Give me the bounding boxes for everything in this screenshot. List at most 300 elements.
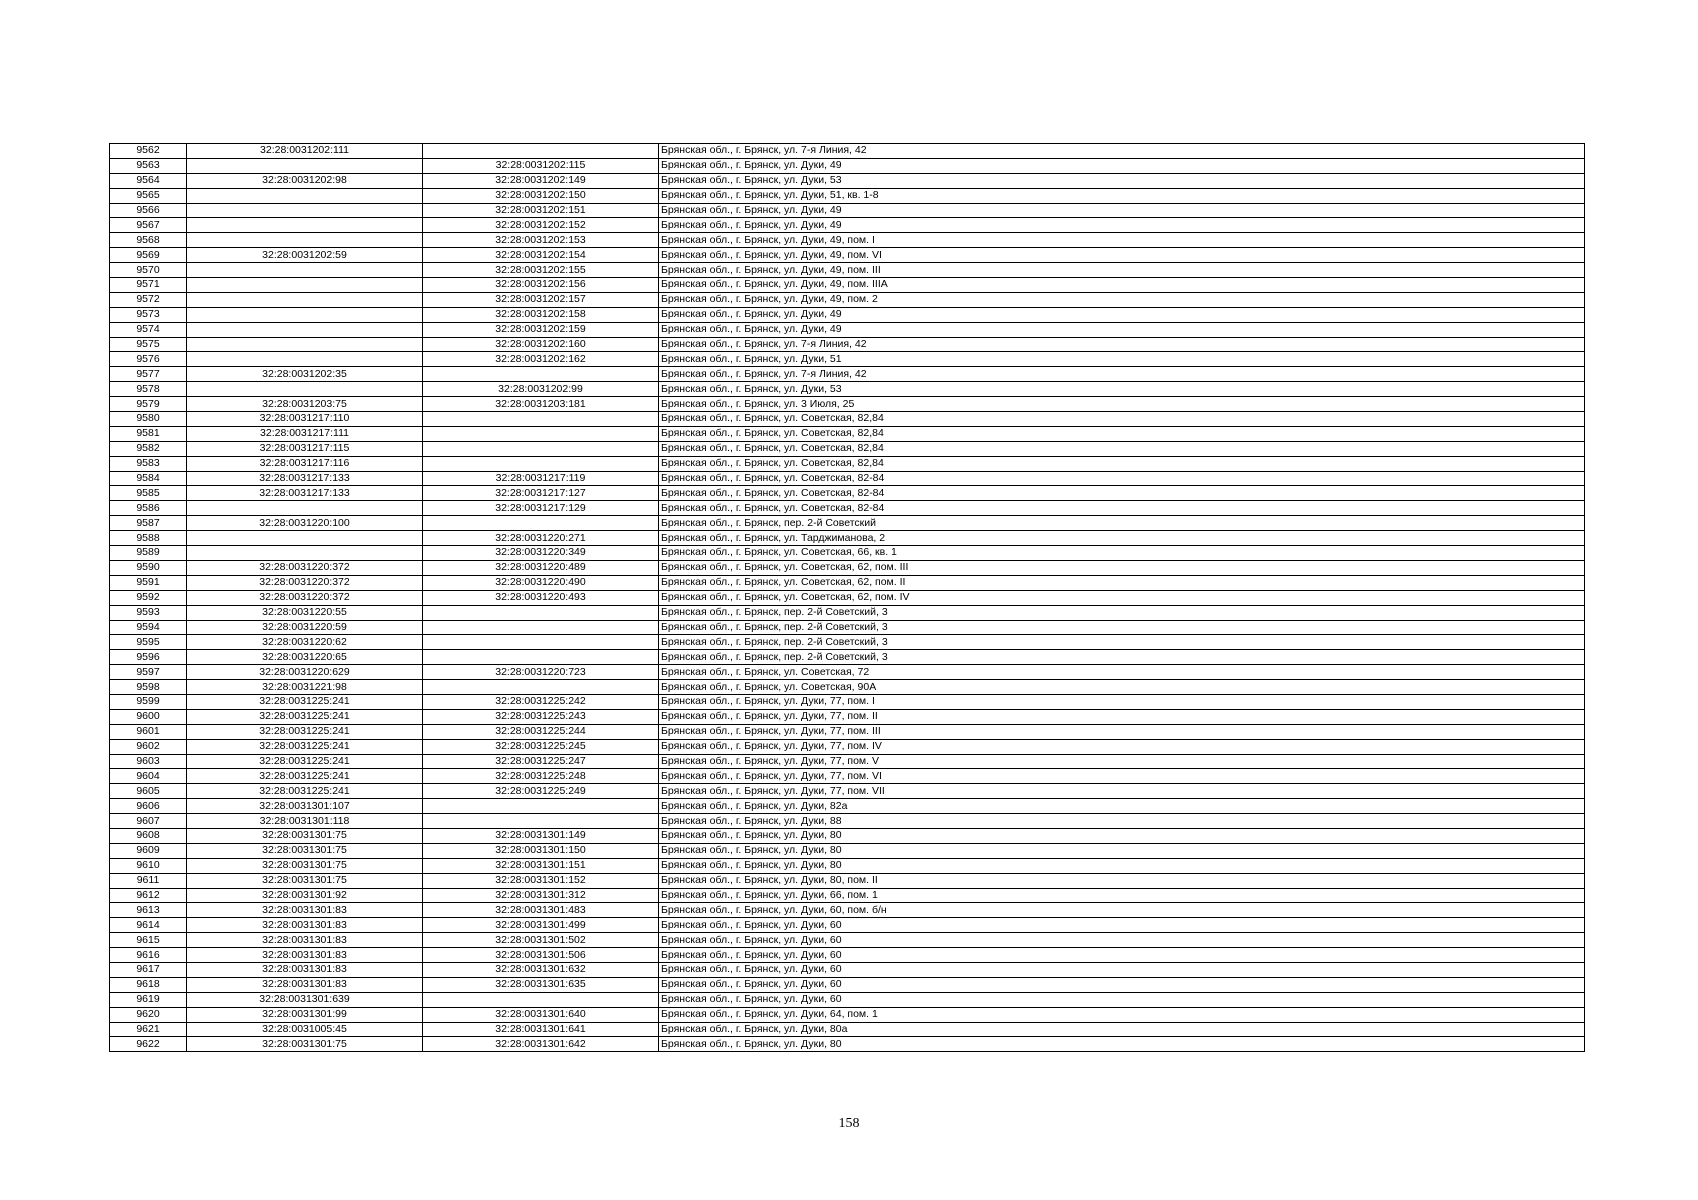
- related-cadastral-number-cell: [423, 814, 659, 829]
- related-cadastral-number-cell: 32:28:0031202:156: [423, 278, 659, 293]
- row-number-cell: 9613: [110, 903, 187, 918]
- address-cell: Брянская обл., г. Брянск, ул. Дуки, 66, пом. 1: [659, 888, 1585, 903]
- address-cell: Брянская обл., г. Брянск, ул. Советская, 82-84: [659, 486, 1585, 501]
- cadastral-number-cell: 32:28:0031301:83: [187, 948, 423, 963]
- table-row: [110, 441, 1585, 456]
- cadastral-number-cell: [187, 203, 423, 218]
- cadastral-number-cell: 32:28:0031225:241: [187, 724, 423, 739]
- table-row: [110, 680, 1585, 695]
- related-cadastral-number-cell: 32:28:0031301:151: [423, 858, 659, 873]
- related-cadastral-number-cell: 32:28:0031301:483: [423, 903, 659, 918]
- cadastral-number-cell: 32:28:0031217:133: [187, 471, 423, 486]
- related-cadastral-number-cell: 32:28:0031202:151: [423, 203, 659, 218]
- related-cadastral-number-cell: 32:28:0031202:157: [423, 292, 659, 307]
- related-cadastral-number-cell: 32:28:0031202:152: [423, 218, 659, 233]
- address-cell: Брянская обл., г. Брянск, ул. Советская, 62, пом. III: [659, 560, 1585, 575]
- address-cell: Брянская обл., г. Брянск, ул. Советская, 62, пом. IV: [659, 590, 1585, 605]
- related-cadastral-number-cell: 32:28:0031225:248: [423, 769, 659, 784]
- related-cadastral-number-cell: 32:28:0031225:243: [423, 709, 659, 724]
- cadastral-number-cell: 32:28:0031225:241: [187, 769, 423, 784]
- address-cell: Брянская обл., г. Брянск, ул. Дуки, 80: [659, 858, 1585, 873]
- related-cadastral-number-cell: [423, 799, 659, 814]
- cadastral-number-cell: [187, 218, 423, 233]
- address-cell: Брянская обл., г. Брянск, ул. Дуки, 49, пом. I: [659, 233, 1585, 248]
- related-cadastral-number-cell: 32:28:0031202:155: [423, 263, 659, 278]
- row-number-cell: 9610: [110, 858, 187, 873]
- row-number-cell: 9594: [110, 620, 187, 635]
- row-number-cell: 9611: [110, 873, 187, 888]
- address-cell: Брянская обл., г. Брянск, ул. Дуки, 77, пом. IV: [659, 739, 1585, 754]
- cadastral-number-cell: 32:28:0031301:118: [187, 814, 423, 829]
- row-number-cell: 9604: [110, 769, 187, 784]
- table-row: [110, 575, 1585, 590]
- row-number-cell: 9597: [110, 665, 187, 680]
- address-cell: Брянская обл., г. Брянск, ул. Советская, 90А: [659, 680, 1585, 695]
- related-cadastral-number-cell: 32:28:0031301:642: [423, 1037, 659, 1052]
- table-row: [110, 933, 1585, 948]
- address-cell: Брянская обл., г. Брянск, пер. 2-й Советский, 3: [659, 620, 1585, 635]
- related-cadastral-number-cell: 32:28:0031220:490: [423, 575, 659, 590]
- address-cell: Брянская обл., г. Брянск, ул. Дуки, 60, пом. б/н: [659, 903, 1585, 918]
- address-cell: Брянская обл., г. Брянск, ул. Дуки, 49, пом. VI: [659, 248, 1585, 263]
- cadastral-number-cell: [187, 531, 423, 546]
- table-row: [110, 501, 1585, 516]
- table-row: [110, 352, 1585, 367]
- table-row: [110, 948, 1585, 963]
- row-number-cell: 9606: [110, 799, 187, 814]
- table-row: [110, 426, 1585, 441]
- cadastral-number-cell: [187, 501, 423, 516]
- row-number-cell: 9583: [110, 456, 187, 471]
- row-number-cell: 9619: [110, 992, 187, 1007]
- cadastral-number-cell: 32:28:0031220:59: [187, 620, 423, 635]
- cadastral-number-cell: [187, 322, 423, 337]
- address-cell: Брянская обл., г. Брянск, ул. Дуки, 49, пом. IIIА: [659, 278, 1585, 293]
- cadastral-number-cell: [187, 337, 423, 352]
- address-cell: Брянская обл., г. Брянск, ул. Дуки, 77, пом. VII: [659, 784, 1585, 799]
- row-number-cell: 9591: [110, 575, 187, 590]
- table-row: [110, 486, 1585, 501]
- address-cell: Брянская обл., г. Брянск, ул. Дуки, 49, пом. 2: [659, 292, 1585, 307]
- address-cell: Брянская обл., г. Брянск, ул. Дуки, 60: [659, 977, 1585, 992]
- address-cell: Брянская обл., г. Брянск, ул. Дуки, 49: [659, 203, 1585, 218]
- cadastral-number-cell: 32:28:0031301:75: [187, 828, 423, 843]
- row-number-cell: 9616: [110, 948, 187, 963]
- address-cell: Брянская обл., г. Брянск, ул. Дуки, 82а: [659, 799, 1585, 814]
- address-cell: Брянская обл., г. Брянск, ул. Дуки, 80: [659, 828, 1585, 843]
- cadastral-number-cell: 32:28:0031301:99: [187, 1007, 423, 1022]
- cadastral-number-cell: 32:28:0031301:83: [187, 933, 423, 948]
- row-number-cell: 9603: [110, 754, 187, 769]
- row-number-cell: 9620: [110, 1007, 187, 1022]
- table-row: [110, 873, 1585, 888]
- table-row: [110, 843, 1585, 858]
- table-row: [110, 620, 1585, 635]
- related-cadastral-number-cell: 32:28:0031220:493: [423, 590, 659, 605]
- cadastral-number-cell: 32:28:0031220:65: [187, 650, 423, 665]
- related-cadastral-number-cell: [423, 426, 659, 441]
- cadastral-registry-table: [109, 143, 1585, 1052]
- related-cadastral-number-cell: [423, 367, 659, 382]
- table-row: [110, 322, 1585, 337]
- related-cadastral-number-cell: 32:28:0031202:99: [423, 382, 659, 397]
- related-cadastral-number-cell: 32:28:0031202:160: [423, 337, 659, 352]
- address-cell: Брянская обл., г. Брянск, ул. Дуки, 88: [659, 814, 1585, 829]
- row-number-cell: 9590: [110, 560, 187, 575]
- related-cadastral-number-cell: 32:28:0031301:149: [423, 828, 659, 843]
- cadastral-number-cell: [187, 292, 423, 307]
- related-cadastral-number-cell: 32:28:0031301:641: [423, 1022, 659, 1037]
- related-cadastral-number-cell: 32:28:0031202:153: [423, 233, 659, 248]
- address-cell: Брянская обл., г. Брянск, ул. Дуки, 49: [659, 322, 1585, 337]
- cadastral-number-cell: 32:28:0031301:83: [187, 918, 423, 933]
- row-number-cell: 9584: [110, 471, 187, 486]
- row-number-cell: 9566: [110, 203, 187, 218]
- row-number-cell: 9589: [110, 546, 187, 561]
- cadastral-number-cell: 32:28:0031217:115: [187, 441, 423, 456]
- cadastral-number-cell: 32:28:0031220:62: [187, 635, 423, 650]
- cadastral-number-cell: 32:28:0031202:111: [187, 144, 423, 159]
- address-cell: Брянская обл., г. Брянск, ул. Советская, 62, пом. II: [659, 575, 1585, 590]
- address-cell: Брянская обл., г. Брянск, ул. Дуки, 49, пом. III: [659, 263, 1585, 278]
- row-number-cell: 9615: [110, 933, 187, 948]
- address-cell: Брянская обл., г. Брянск, ул. Дуки, 80, пом. II: [659, 873, 1585, 888]
- row-number-cell: 9612: [110, 888, 187, 903]
- cadastral-number-cell: 32:28:0031220:372: [187, 590, 423, 605]
- table-row: [110, 248, 1585, 263]
- related-cadastral-number-cell: 32:28:0031217:127: [423, 486, 659, 501]
- table-row: [110, 918, 1585, 933]
- table-row: [110, 278, 1585, 293]
- related-cadastral-number-cell: 32:28:0031301:632: [423, 962, 659, 977]
- related-cadastral-number-cell: 32:28:0031217:119: [423, 471, 659, 486]
- cadastral-number-cell: 32:28:0031202:98: [187, 173, 423, 188]
- related-cadastral-number-cell: 32:28:0031301:152: [423, 873, 659, 888]
- row-number-cell: 9568: [110, 233, 187, 248]
- table-row: [110, 233, 1585, 248]
- address-cell: Брянская обл., г. Брянск, ул. Дуки, 77, пом. I: [659, 694, 1585, 709]
- table-row: [110, 635, 1585, 650]
- cadastral-number-cell: 32:28:0031301:75: [187, 873, 423, 888]
- address-cell: Брянская обл., г. Брянск, пер. 2-й Советский, 3: [659, 605, 1585, 620]
- cadastral-number-cell: [187, 158, 423, 173]
- related-cadastral-number-cell: 32:28:0031301:499: [423, 918, 659, 933]
- row-number-cell: 9605: [110, 784, 187, 799]
- row-number-cell: 9614: [110, 918, 187, 933]
- row-number-cell: 9576: [110, 352, 187, 367]
- row-number-cell: 9600: [110, 709, 187, 724]
- row-number-cell: 9592: [110, 590, 187, 605]
- related-cadastral-number-cell: 32:28:0031203:181: [423, 397, 659, 412]
- related-cadastral-number-cell: 32:28:0031225:249: [423, 784, 659, 799]
- row-number-cell: 9571: [110, 278, 187, 293]
- address-cell: Брянская обл., г. Брянск, ул. Дуки, 49: [659, 158, 1585, 173]
- cadastral-number-cell: [187, 382, 423, 397]
- cadastral-number-cell: [187, 188, 423, 203]
- cadastral-number-cell: 32:28:0031225:241: [187, 784, 423, 799]
- row-number-cell: 9595: [110, 635, 187, 650]
- related-cadastral-number-cell: 32:28:0031202:154: [423, 248, 659, 263]
- table-row: [110, 694, 1585, 709]
- address-cell: Брянская обл., г. Брянск, ул. Дуки, 53: [659, 173, 1585, 188]
- cadastral-number-cell: 32:28:0031301:75: [187, 858, 423, 873]
- row-number-cell: 9574: [110, 322, 187, 337]
- cadastral-number-cell: 32:28:0031225:241: [187, 694, 423, 709]
- address-cell: Брянская обл., г. Брянск, ул. Советская, 82,84: [659, 426, 1585, 441]
- related-cadastral-number-cell: [423, 441, 659, 456]
- address-cell: Брянская обл., г. Брянск, пер. 2-й Советский, 3: [659, 635, 1585, 650]
- table-row: [110, 784, 1585, 799]
- row-number-cell: 9565: [110, 188, 187, 203]
- table-row: [110, 560, 1585, 575]
- table-row: [110, 799, 1585, 814]
- related-cadastral-number-cell: 32:28:0031225:242: [423, 694, 659, 709]
- address-cell: Брянская обл., г. Брянск, ул. Дуки, 77, пом. V: [659, 754, 1585, 769]
- related-cadastral-number-cell: 32:28:0031217:129: [423, 501, 659, 516]
- table-row: [110, 158, 1585, 173]
- row-number-cell: 9593: [110, 605, 187, 620]
- row-number-cell: 9564: [110, 173, 187, 188]
- address-cell: Брянская обл., г. Брянск, ул. Дуки, 77, пом. VI: [659, 769, 1585, 784]
- related-cadastral-number-cell: [423, 144, 659, 159]
- row-number-cell: 9617: [110, 962, 187, 977]
- cadastral-number-cell: [187, 352, 423, 367]
- cadastral-number-cell: 32:28:0031203:75: [187, 397, 423, 412]
- address-cell: Брянская обл., г. Брянск, ул. Дуки, 60: [659, 948, 1585, 963]
- table-row: [110, 263, 1585, 278]
- cadastral-number-cell: 32:28:0031225:241: [187, 739, 423, 754]
- address-cell: Брянская обл., г. Брянск, ул. Дуки, 77, пом. III: [659, 724, 1585, 739]
- address-cell: Брянская обл., г. Брянск, ул. Дуки, 80: [659, 1037, 1585, 1052]
- row-number-cell: 9596: [110, 650, 187, 665]
- table-row: [110, 471, 1585, 486]
- cadastral-number-cell: [187, 233, 423, 248]
- cadastral-number-cell: 32:28:0031217:116: [187, 456, 423, 471]
- address-cell: Брянская обл., г. Брянск, ул. Дуки, 51: [659, 352, 1585, 367]
- address-cell: Брянская обл., г. Брянск, ул. Дуки, 60: [659, 933, 1585, 948]
- cadastral-number-cell: 32:28:0031301:75: [187, 1037, 423, 1052]
- table-row: [110, 456, 1585, 471]
- row-number-cell: 9581: [110, 426, 187, 441]
- address-cell: Брянская обл., г. Брянск, ул. Советская, 72: [659, 665, 1585, 680]
- related-cadastral-number-cell: [423, 605, 659, 620]
- table-row: [110, 546, 1585, 561]
- row-number-cell: 9598: [110, 680, 187, 695]
- row-number-cell: 9587: [110, 516, 187, 531]
- table-row: [110, 412, 1585, 427]
- table-row: [110, 218, 1585, 233]
- row-number-cell: 9599: [110, 694, 187, 709]
- related-cadastral-number-cell: 32:28:0031225:244: [423, 724, 659, 739]
- related-cadastral-number-cell: [423, 680, 659, 695]
- related-cadastral-number-cell: 32:28:0031225:247: [423, 754, 659, 769]
- address-cell: Брянская обл., г. Брянск, ул. Дуки, 51, кв. 1-8: [659, 188, 1585, 203]
- table-row: [110, 814, 1585, 829]
- table-row: [110, 754, 1585, 769]
- related-cadastral-number-cell: 32:28:0031202:159: [423, 322, 659, 337]
- cadastral-number-cell: 32:28:0031301:107: [187, 799, 423, 814]
- cadastral-number-cell: [187, 307, 423, 322]
- row-number-cell: 9578: [110, 382, 187, 397]
- table-row: [110, 724, 1585, 739]
- table-row: [110, 977, 1585, 992]
- row-number-cell: 9572: [110, 292, 187, 307]
- address-cell: Брянская обл., г. Брянск, ул. Советская, 82,84: [659, 412, 1585, 427]
- table-row: [110, 769, 1585, 784]
- table-row: [110, 962, 1585, 977]
- address-cell: Брянская обл., г. Брянск, ул. 7-я Линия, 42: [659, 144, 1585, 159]
- table-row: [110, 1007, 1585, 1022]
- address-cell: Брянская обл., г. Брянск, ул. Советская, 66, кв. 1: [659, 546, 1585, 561]
- related-cadastral-number-cell: 32:28:0031301:635: [423, 977, 659, 992]
- related-cadastral-number-cell: [423, 412, 659, 427]
- table-row: [110, 858, 1585, 873]
- cadastral-number-cell: 32:28:0031202:59: [187, 248, 423, 263]
- row-number-cell: 9588: [110, 531, 187, 546]
- row-number-cell: 9567: [110, 218, 187, 233]
- cadastral-number-cell: 32:28:0031220:629: [187, 665, 423, 680]
- address-cell: Брянская обл., г. Брянск, ул. Дуки, 80а: [659, 1022, 1585, 1037]
- related-cadastral-number-cell: 32:28:0031301:502: [423, 933, 659, 948]
- cadastral-number-cell: 32:28:0031220:372: [187, 560, 423, 575]
- row-number-cell: 9573: [110, 307, 187, 322]
- address-cell: Брянская обл., г. Брянск, ул. 7-я Линия, 42: [659, 337, 1585, 352]
- table-body: [110, 144, 1585, 1052]
- related-cadastral-number-cell: [423, 992, 659, 1007]
- address-cell: Брянская обл., г. Брянск, ул. Дуки, 60: [659, 962, 1585, 977]
- table-row: [110, 739, 1585, 754]
- cadastral-number-cell: 32:28:0031220:372: [187, 575, 423, 590]
- row-number-cell: 9607: [110, 814, 187, 829]
- row-number-cell: 9608: [110, 828, 187, 843]
- cadastral-number-cell: [187, 546, 423, 561]
- table-row: [110, 992, 1585, 1007]
- row-number-cell: 9562: [110, 144, 187, 159]
- row-number-cell: 9601: [110, 724, 187, 739]
- related-cadastral-number-cell: 32:28:0031220:349: [423, 546, 659, 561]
- related-cadastral-number-cell: 32:28:0031220:489: [423, 560, 659, 575]
- address-cell: Брянская обл., г. Брянск, ул. Дуки, 49: [659, 218, 1585, 233]
- table-row: [110, 665, 1585, 680]
- related-cadastral-number-cell: [423, 620, 659, 635]
- cadastral-number-cell: 32:28:0031217:110: [187, 412, 423, 427]
- row-number-cell: 9582: [110, 441, 187, 456]
- address-cell: Брянская обл., г. Брянск, ул. Дуки, 53: [659, 382, 1585, 397]
- row-number-cell: 9618: [110, 977, 187, 992]
- address-cell: Брянская обл., г. Брянск, пер. 2-й Советский: [659, 516, 1585, 531]
- cadastral-number-cell: 32:28:0031301:83: [187, 903, 423, 918]
- cadastral-number-cell: 32:28:0031217:111: [187, 426, 423, 441]
- row-number-cell: 9602: [110, 739, 187, 754]
- row-number-cell: 9585: [110, 486, 187, 501]
- related-cadastral-number-cell: 32:28:0031225:245: [423, 739, 659, 754]
- address-cell: Брянская обл., г. Брянск, ул. Дуки, 49: [659, 307, 1585, 322]
- cadastral-number-cell: 32:28:0031220:100: [187, 516, 423, 531]
- cadastral-number-cell: 32:28:0031217:133: [187, 486, 423, 501]
- address-cell: Брянская обл., г. Брянск, ул. Дуки, 80: [659, 843, 1585, 858]
- related-cadastral-number-cell: 32:28:0031202:162: [423, 352, 659, 367]
- related-cadastral-number-cell: 32:28:0031301:640: [423, 1007, 659, 1022]
- table-row: [110, 173, 1585, 188]
- table-row: [110, 337, 1585, 352]
- related-cadastral-number-cell: 32:28:0031301:150: [423, 843, 659, 858]
- row-number-cell: 9580: [110, 412, 187, 427]
- related-cadastral-number-cell: 32:28:0031220:271: [423, 531, 659, 546]
- related-cadastral-number-cell: [423, 635, 659, 650]
- address-cell: Брянская обл., г. Брянск, ул. Советская, 82,84: [659, 441, 1585, 456]
- address-cell: Брянская обл., г. Брянск, ул. Советская, 82-84: [659, 501, 1585, 516]
- related-cadastral-number-cell: 32:28:0031301:506: [423, 948, 659, 963]
- table-row: [110, 397, 1585, 412]
- row-number-cell: 9563: [110, 158, 187, 173]
- table-row: [110, 307, 1585, 322]
- related-cadastral-number-cell: 32:28:0031202:150: [423, 188, 659, 203]
- cadastral-number-cell: 32:28:0031202:35: [187, 367, 423, 382]
- row-number-cell: 9609: [110, 843, 187, 858]
- table-row: [110, 1037, 1585, 1052]
- table-row: [110, 531, 1585, 546]
- cadastral-number-cell: [187, 278, 423, 293]
- address-cell: Брянская обл., г. Брянск, ул. Дуки, 60: [659, 992, 1585, 1007]
- related-cadastral-number-cell: 32:28:0031202:149: [423, 173, 659, 188]
- address-cell: Брянская обл., г. Брянск, ул. Дуки, 60: [659, 918, 1585, 933]
- related-cadastral-number-cell: [423, 650, 659, 665]
- address-cell: Брянская обл., г. Брянск, пер. 2-й Советский, 3: [659, 650, 1585, 665]
- row-number-cell: 9569: [110, 248, 187, 263]
- table-row: [110, 605, 1585, 620]
- table-row: [110, 709, 1585, 724]
- table-row: [110, 650, 1585, 665]
- related-cadastral-number-cell: 32:28:0031301:312: [423, 888, 659, 903]
- cadastral-number-cell: 32:28:0031221:98: [187, 680, 423, 695]
- page-number: 158: [838, 1116, 860, 1131]
- table-row: [110, 203, 1585, 218]
- cadastral-number-cell: 32:28:0031301:639: [187, 992, 423, 1007]
- cadastral-number-cell: 32:28:0031225:241: [187, 754, 423, 769]
- table-row: [110, 367, 1585, 382]
- address-cell: Брянская обл., г. Брянск, ул. Дуки, 64, пом. 1: [659, 1007, 1585, 1022]
- related-cadastral-number-cell: [423, 516, 659, 531]
- address-cell: Брянская обл., г. Брянск, ул. Тарджиманова, 2: [659, 531, 1585, 546]
- cadastral-number-cell: 32:28:0031301:83: [187, 977, 423, 992]
- table-row: [110, 590, 1585, 605]
- address-cell: Брянская обл., г. Брянск, ул. 7-я Линия, 42: [659, 367, 1585, 382]
- row-number-cell: 9579: [110, 397, 187, 412]
- table-row: [110, 888, 1585, 903]
- table-row: [110, 516, 1585, 531]
- cadastral-number-cell: 32:28:0031220:55: [187, 605, 423, 620]
- cadastral-number-cell: 32:28:0031005:45: [187, 1022, 423, 1037]
- row-number-cell: 9577: [110, 367, 187, 382]
- related-cadastral-number-cell: [423, 456, 659, 471]
- table-row: [110, 188, 1585, 203]
- cadastral-number-cell: 32:28:0031225:241: [187, 709, 423, 724]
- cadastral-number-cell: 32:28:0031301:83: [187, 962, 423, 977]
- row-number-cell: 9621: [110, 1022, 187, 1037]
- table-row: [110, 292, 1585, 307]
- table-row: [110, 382, 1585, 397]
- table-row: [110, 903, 1585, 918]
- related-cadastral-number-cell: 32:28:0031202:158: [423, 307, 659, 322]
- related-cadastral-number-cell: 32:28:0031220:723: [423, 665, 659, 680]
- row-number-cell: 9622: [110, 1037, 187, 1052]
- table-row: [110, 828, 1585, 843]
- address-cell: Брянская обл., г. Брянск, ул. Советская, 82-84: [659, 471, 1585, 486]
- table-row: [110, 1022, 1585, 1037]
- cadastral-number-cell: 32:28:0031301:75: [187, 843, 423, 858]
- cadastral-number-cell: 32:28:0031301:92: [187, 888, 423, 903]
- row-number-cell: 9570: [110, 263, 187, 278]
